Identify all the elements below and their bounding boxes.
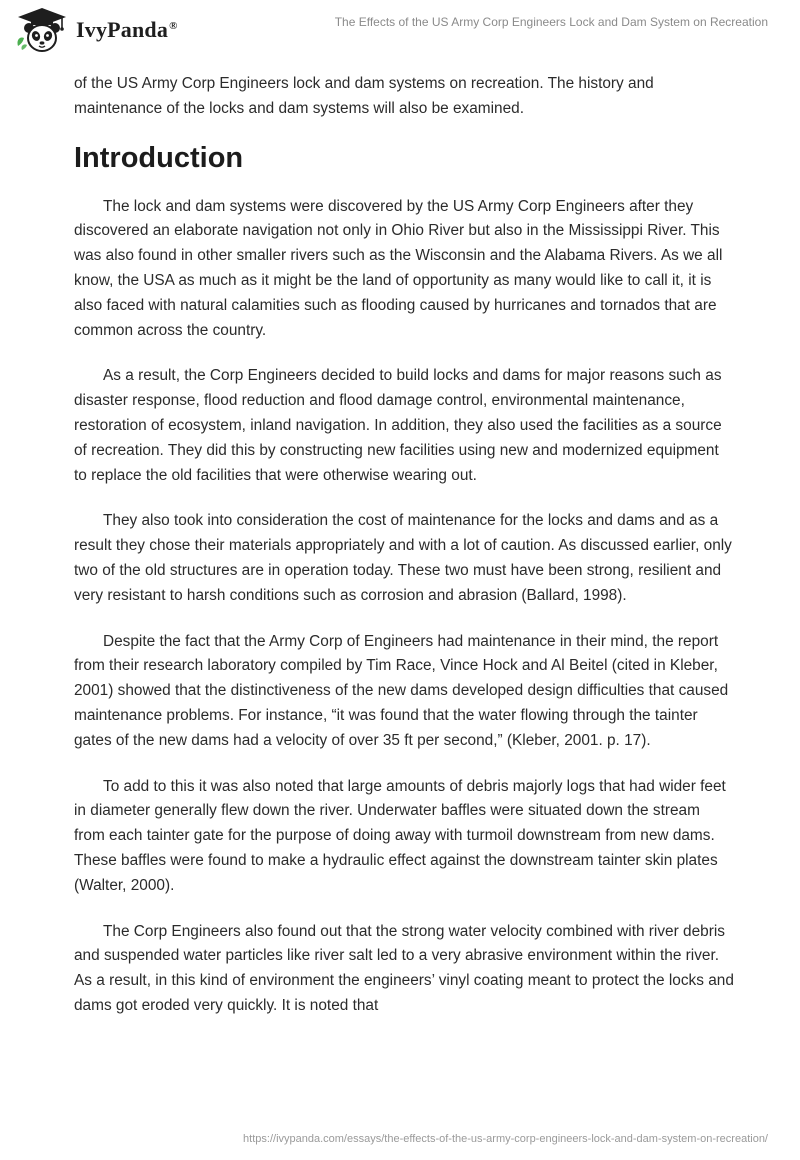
source-url-link[interactable]: https://ivypanda.com/essays/the-effects-of-the-us-army-corp-engineers-lock-and-dam-system-on-recreation/	[243, 1133, 768, 1145]
panda-graduate-icon	[14, 6, 70, 54]
document-title: The Effects of the US Army Corp Engineers Lock and Dam System on Recreation	[334, 15, 768, 29]
page-header	[0, 0, 800, 60]
section-heading: Introduction	[74, 141, 244, 174]
paragraph: As a result, the Corp Engineers decided to build locks and dams for major reasons such as disaster response, flood reduction and flood damage control, environmental maintenance, restoration of ecosystem, inland navigation. In addition, they also used the facilities as a source of recreation. They did this by constructing new facilities using new and modernized equipment to replace the old facilities that were otherwise wearing out.	[74, 367, 722, 484]
paragraph: To add to this it was also noted that large amounts of debris majorly logs that had wider feet in diameter generally flew down the river. Underwater baffles were situated down the stream from each tainter gate for the purpose of doing away with turmoil downstream from new dams. These baffles were found to make a hydraulic effect against the downstream tainter skin plates (Walter, 2000).	[74, 777, 726, 894]
paragraph: The lock and dam systems were discovered by the US Army Corp Engineers after they discovered an elaborate navigation not only in Ohio River but also in the Mississippi River. This was also found in other smaller rivers such as the Wisconsin and the Alabama Rivers. As we all know, the USA as much as it might be the land of opportunity as many would like to call it, it is also faced with natural calamities such as flooding caused by hurricanes and tornados that are common across the country.	[74, 197, 723, 339]
paragraph: They also took into consideration the cost of maintenance for the locks and dams and as a result they chose their materials appropriately and with a lot of caution. As discussed earlier, only two of the old structures are in operation today. These two must have been strong, resilient and very resistant to harsh conditions such as corrosion and abrasion (Ballard, 1998).	[74, 512, 732, 604]
lead-paragraph: of the US Army Corp Engineers lock and dam systems on recreation. The history and maintenance of the locks and dam systems will also be examined.	[74, 75, 654, 117]
essay-body	[74, 72, 734, 1040]
paragraph: The Corp Engineers also found out that the strong water velocity combined with river debris and suspended water particles like river salt led to a very abrasive environment within the river. As a result, in this kind of environment the engineers’ vinyl coating meant to protect the locks and dams got eroded very quickly. It is noted that	[74, 922, 734, 1014]
ivypanda-logo[interactable]	[14, 6, 178, 54]
brand-name: IvyPanda®	[76, 17, 178, 42]
paragraph: Despite the fact that the Army Corp of Engineers had maintenance in their mind, the report from their research laboratory compiled by Tim Race, Vince Hock and Al Beitel (cited in Kleber, 2001) showed that the distinctiveness of the new dams developed design difficulties that caused maintenance problems. For instance, “it was found that the water flowing through the tainter gates of the new dams had a velocity of over 35 ft per second,” (Kleber, 2001. p. 17).	[74, 632, 729, 749]
